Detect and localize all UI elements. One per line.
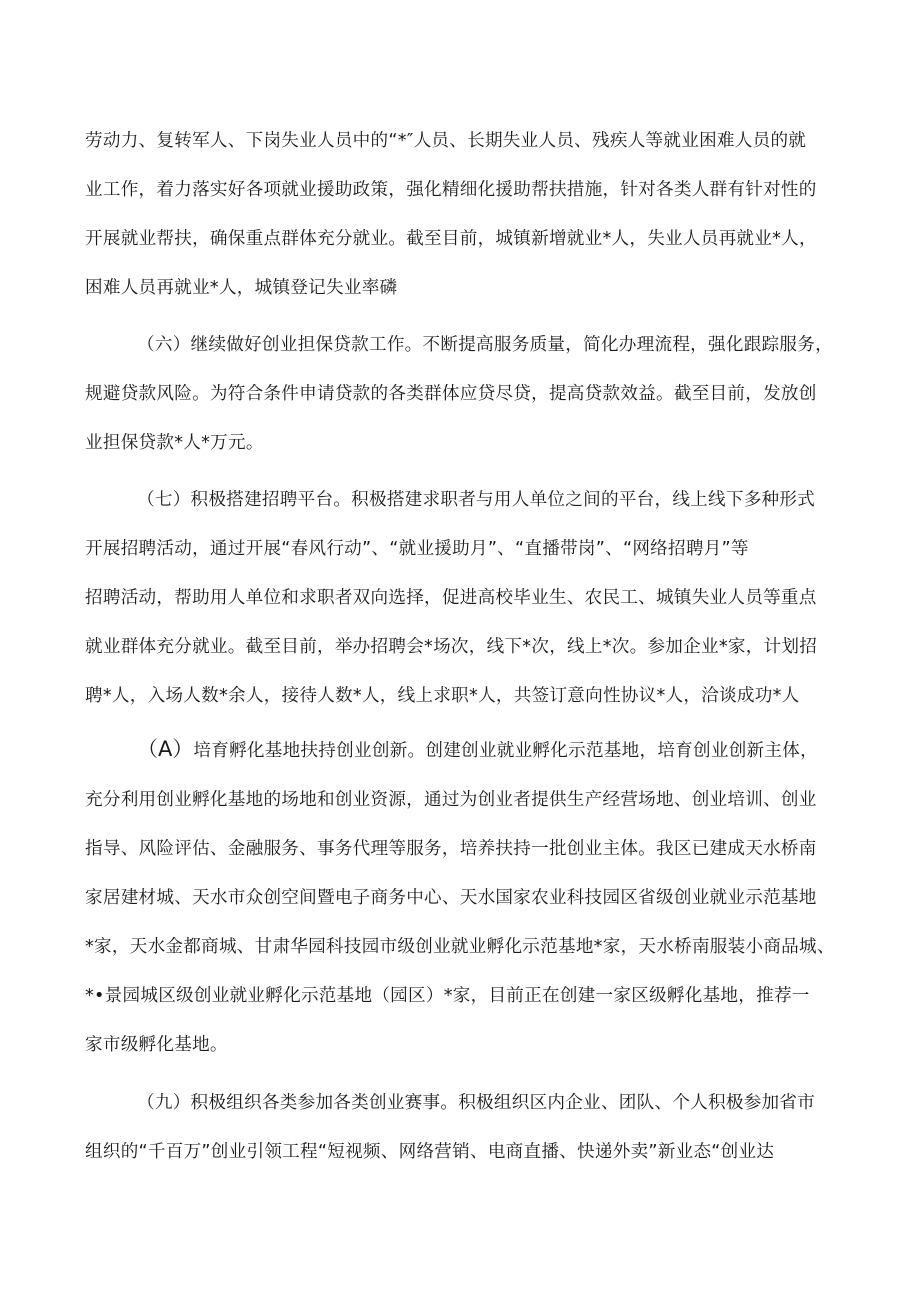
text-line: 开展就业帮扶，确保重点群体充分就业。截至目前，城镇新增就业*人，失业人员再就业*人，: [85, 229, 817, 249]
text-line: 业担保贷款*人*万元。: [85, 433, 264, 453]
text-line: （七）积极搭建招聘平台。积极搭建求职者与用人单位之间的平台，线上线下多种形式: [137, 490, 816, 510]
text-line: 开展招聘活动，通过开展“春风行动”、“就业援助月”、“直播带岗”、“网络招聘月”等: [85, 539, 749, 559]
text-line: 就业群体充分就业。截至目前，举办招聘会*场次，线下*次，线上*次。参加企业*家，计划招: [85, 637, 818, 657]
text-line: 业工作，着力落实好各项就业援助政策，强化精细化援助帮扶措施，针对各类人群有针对性的: [85, 180, 817, 200]
section-marker: （A）: [137, 737, 194, 761]
text-line: 困难人员再就业*人，城镇登记失业率磷: [85, 278, 398, 298]
text-line: 充分利用创业孵化基地的场地和创业资源，通过为创业者提供生产经营场地、创业培训、创业: [85, 790, 817, 810]
text-line: 聘*人，入场人数*余人，接待人数*人，线上求职*人，共签订意向性协议*人，洽谈成功*人: [85, 686, 800, 706]
text-line: 家市级孵化基地。: [85, 1035, 228, 1055]
text-line: 规避贷款风险。为符合条件申请贷款的各类群体应贷尽贷，提高贷款效益。截至目前，发放创: [85, 384, 817, 404]
text-line: *•景园城区级创业就业孵化示范基地（园区）*家，目前正在创建一家区级孵化基地，推荐一: [85, 986, 810, 1006]
text-line: 指导、风险评估、金融服务、事务代理等服务，培养扶持一批创业主体。我区已建成天水桥南: [85, 839, 817, 859]
text-line: （九）积极组织各类参加各类创业赛事。积极组织区内企业、团队、个人积极参加省市: [137, 1093, 816, 1113]
text-line: *家，天水金都商城、甘肃华园科技园市级创业就业孵化示范基地*家，天水桥南服装小商品城、: [85, 937, 835, 957]
text-span: 培育孵化基地扶持创业创新。创建创业就业孵化示范基地，培育创业创新主体，: [193, 741, 818, 761]
text-line: （六）继续做好创业担保贷款工作。不断提高服务质量，简化办理流程，强化跟踪服务，: [137, 335, 833, 355]
text-line: 劳动力、复转军人、下岗失业人员中的“*″人员、长期失业人员、残疾人等就业困难人员的就: [85, 131, 807, 151]
text-line: [137, 734, 850, 764]
text-line: 组织的“千百万”创业引领工程“短视频、网络营销、电商直播、快递外卖”新业态“创业达: [85, 1142, 775, 1162]
text-line: 家居建材城、天水市众创空间暨电子商务中心、天水国家农业科技园区省级创业就业示范基地: [85, 888, 817, 908]
text-line: 招聘活动，帮助用人单位和求职者双向选择，促进高校毕业生、农民工、城镇失业人员等重点: [85, 588, 817, 608]
